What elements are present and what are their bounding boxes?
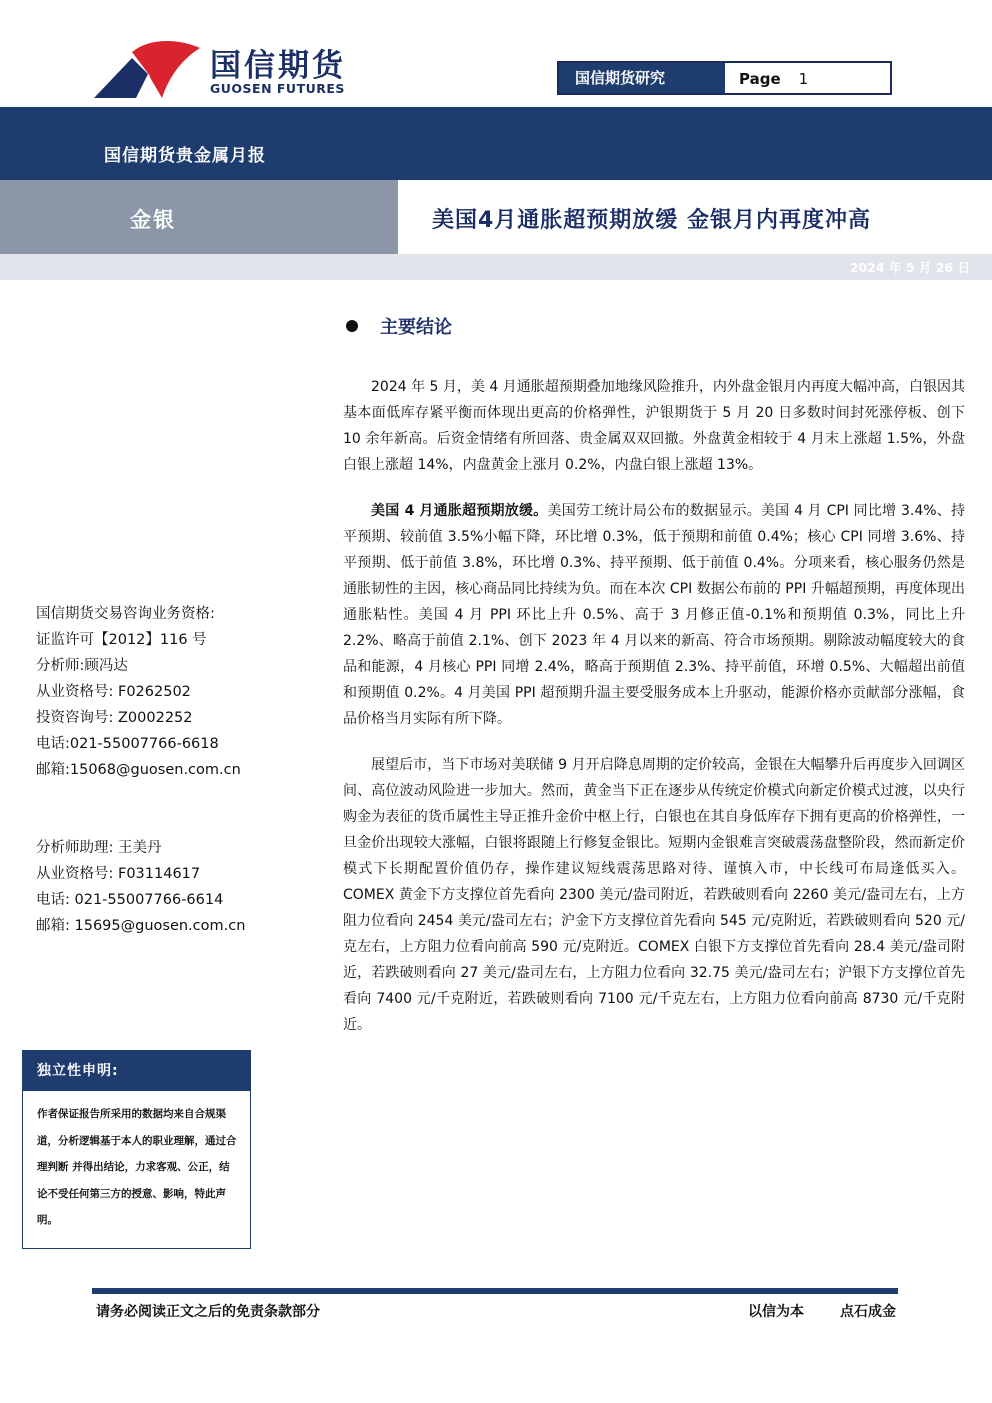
independence-statement-box [22, 1050, 251, 1249]
analyst-email[interactable]: 邮箱:15068@guosen.com.cn [36, 762, 241, 778]
slogan-2: 点石成金 [840, 1304, 896, 1320]
assistant-qualification: 从业资格号: F03114617 [36, 866, 201, 882]
independence-statement-text: 作者保证报告所采用的数据均来自合规渠道，分析逻辑基于本人的职业理解，通过合理判断 并得出结论，力求客观、公正，结论不受任何第三方的授意、影响，特此声明。 [37, 1108, 237, 1226]
paragraph-lead: 美国 4 月通胀超预期放缓。 [371, 503, 548, 519]
footer-disclaimer-note: 请务必阅读正文之后的免责条款部分 [96, 1304, 320, 1320]
independence-statement-title: 独立性申明: [23, 1051, 250, 1091]
logo-name-cn: 国信期货 [210, 48, 346, 84]
footer-slogan [748, 1301, 896, 1321]
paragraph-summary: 2024 年 5 月，美 4 月通胀超预期叠加地缘风险推升，内外盘金银月内再度大幅冲高，白银因其基本面低库存紧平衡而体现出更高的价格弹性，沪银期货于 5 月 20 日多数时间封死涨停板、创下 10 余年新高。后资金情绪有所回落、贵金属双双回撤。外盘黄金相较于 4 月末上涨超 1.5%，外盘白银上涨超 14%，内盘黄金上涨月 0.2%，内盘白银上涨超 13%。 [343, 379, 965, 473]
org-label: 国信期货研究 [559, 63, 725, 93]
banner-title: 国信期货贵金属月报 [104, 146, 266, 166]
category-block [0, 180, 398, 254]
report-date: 2024 年 5 月 26 日 [849, 260, 970, 275]
analyst-phone: 电话:021-55007766-6618 [36, 736, 219, 752]
assistant-name: 分析师助理: 王美丹 [36, 840, 162, 856]
assistant-phone: 电话: 021-55007766-6614 [36, 892, 224, 908]
paragraph-inflation [343, 498, 965, 732]
page-number: 1 [798, 70, 809, 88]
analyst-info [36, 601, 326, 939]
page-label: Page [739, 70, 781, 88]
main-body [343, 374, 965, 1058]
license-number: 证监许可【2012】116 号 [36, 632, 207, 648]
analyst-qualification: 从业资格号: F0262502 [36, 684, 191, 700]
license-label: 国信期货交易咨询业务资格: [36, 606, 215, 622]
category-label: 金银 [130, 208, 176, 232]
paragraph-inflation-text: 美国劳工统计局公布的数据显示。美国 4 月 CPI 同比增 3.4%、持平预期、较前值 3.5%小幅下降，环比增 0.3%，低于预期和前值 0.4%；核心 CPI 同增 3.6%、持平预期、低于前值 3.8%，环比增 0.3%、持平预期、低于前值 0.4%。分项来看，核心服务仍然是通胀韧性的主因，核心商品同比持续为负。而在本次 CPI 数据公布前的 PPI 升幅超预期，再度体现出通胀粘性。美国 4 月 PPI 环比上升 0.5%、高于 3 月修正值-0.1%和预期值 0.3%，同比上升 2.2%、略高于前值 2.1%、创下 2023 年 4 月以来的新高、符合市场预期。剔除波动幅度较大的食品和能源，4 月核心 PPI 同增 2.4%，略高于预期值 2.3%、持平前值，环增 0.5%、大幅超出前值和预期值 0.2%。4 月美国 PPI 超预期升温主要受服务成本上升驱动，能源价格亦贡献部分涨幅，食品价格当月实际有所下降。 [343, 503, 965, 727]
bullet-icon [346, 320, 358, 332]
header-box [557, 61, 892, 95]
page-indicator [739, 63, 808, 93]
assistant-email[interactable]: 邮箱: 15695@guosen.com.cn [36, 918, 246, 934]
company-logo-icon [92, 38, 204, 100]
paragraph-outlook: 展望后市，当下市场对美联储 9 月开启降息周期的定价较高，金银在大幅攀升后再度步入回调区间、高位波动风险进一步加大。然而，黄金当下正在逐步从传统定价模式向新定价模式过渡，以央行购金为表征的货币属性主导正推升金价中枢上行，白银也在其自身低库存下拥有更高的价格弹性，一旦金价出现较大涨幅，白银将跟随上行修复金银比。短期内金银难言突破震荡盘整阶段，然而新定价模式下长期配置价值仍存，操作建议短线震荡思路对待、谨慎入市，中长线可布局逢低买入。COMEX 黄金下方支撑位首先看向 2300 美元/盎司附近，若跌破则看向 2260 美元/盎司左右，上方阻力位看向 2454 美元/盎司左右；沪金下方支撑位首先看向 545 元/克附近，若跌破则看向 520 元/克左右，上方阻力位看向前高 590 元/克附近。COMEX 白银下方支撑位首先看向 28.4 美元/盎司附近，若跌破则看向 27 美元/盎司左右，上方阻力位看向 32.75 美元/盎司左右；沪银下方支撑位首先看向 7400 元/千克附近，若跌破则看向 7100 元/千克左右，上方阻力位看向前高 8730 元/千克附近。 [343, 757, 965, 1033]
section-heading: 主要结论 [380, 317, 452, 338]
analyst-name: 分析师:顾冯达 [36, 658, 128, 674]
report-title: 美国4月通胀超预期放缓 金银月内再度冲高 [432, 208, 871, 233]
date-strip [0, 254, 992, 280]
logo-name-en: GUOSEN FUTURES [210, 81, 345, 96]
footer-rule [92, 1288, 898, 1294]
slogan-1: 以信为本 [748, 1304, 804, 1320]
analyst-consulting-number: 投资咨询号: Z0002252 [36, 710, 193, 726]
